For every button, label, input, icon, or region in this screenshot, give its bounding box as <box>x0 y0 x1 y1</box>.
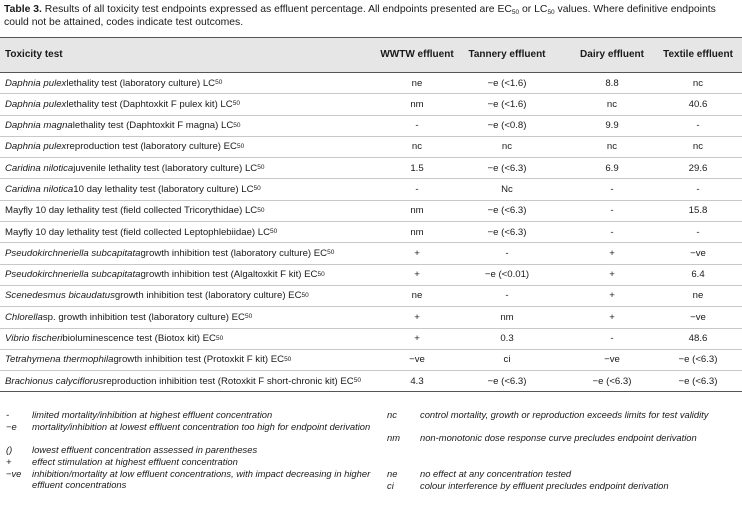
cell-textile: 40.6 <box>688 98 708 110</box>
test-description: Mayfly 10 day lethality test (field collected Leptophlebiidae) LC <box>5 226 271 238</box>
cell-dairy: - <box>610 226 614 238</box>
table-body <box>0 73 742 392</box>
cell-wwtw: −ve <box>409 354 425 366</box>
cell-toxicity-test: Mayfly 10 day lethality test (field collected Leptophlebiidae) LC 50 <box>5 226 278 238</box>
species-name: Tetrahymena thermophila <box>5 354 114 366</box>
test-description: sp. growth inhibition test (laboratory culture) EC <box>42 311 245 323</box>
table-row <box>0 286 742 307</box>
caption-sub-b: 50 <box>547 9 555 16</box>
cell-textile: 29.6 <box>688 162 708 174</box>
cell-tannery: −e (<6.3) <box>487 162 527 174</box>
table-row <box>0 371 742 392</box>
cell-textile: ne <box>692 290 704 302</box>
cell-wwtw: nm <box>410 98 424 110</box>
table-row <box>0 243 742 264</box>
legend-description: limited mortality/inhibition at highest effluent concentration <box>32 409 273 420</box>
cell-dairy: 8.8 <box>605 77 619 89</box>
test-description: lethality test (laboratory culture) LC <box>66 77 216 89</box>
cell-wwtw: + <box>414 247 420 259</box>
legend-code: + <box>6 456 12 467</box>
cell-textile: 15.8 <box>688 205 708 217</box>
caption-text-c: values. Where definitive endpoints could not be attained, codes indicate test outcomes. <box>4 4 716 28</box>
legend-code: - <box>6 409 10 420</box>
test-description: reproduction inhibition test (Rotoxkit F short-chronic kit) EC <box>103 375 354 387</box>
legend-code: ci <box>387 480 394 491</box>
species-name: Daphnia magna <box>5 120 73 132</box>
test-description: growth inhibition test (Algaltoxkit F kit) EC <box>140 269 318 281</box>
cell-tannery: −e (<6.3) <box>487 226 527 238</box>
legend-description: effect stimulation at highest effluent concentration <box>32 456 238 467</box>
cell-dairy: + <box>609 247 615 259</box>
caption-sub-a: 50 <box>511 9 520 16</box>
cell-toxicity-test: Vibrio fischeri bioluminescence test (Biotox kit) EC 50 <box>5 333 224 345</box>
cell-toxicity-test: Daphnia pulex lethality test (Daphtoxkit F pulex kit) LC 50 <box>5 98 240 110</box>
table-row <box>0 222 742 243</box>
cell-textile: 48.6 <box>688 333 708 345</box>
test-description: growth inhibition test (Protoxkit F kit) EC <box>113 354 285 366</box>
cell-tannery: −e (<0.01) <box>484 269 530 281</box>
test-description: lethality test (Daphtoxkit F pulex kit) LC <box>66 98 233 110</box>
cell-toxicity-test: Pseudokirchneriella subcapitata growth inhibition test (laboratory culture) EC 50 <box>5 247 335 259</box>
table-label: Table 3. <box>4 4 42 15</box>
species-name: Daphnia pulex <box>5 98 67 110</box>
cell-toxicity-test: Caridina nilotica 10 day lethality test (laboratory culture) LC 50 <box>5 183 261 195</box>
test-description: 10 day lethality test (laboratory culture) LC <box>73 183 254 195</box>
table-header-row <box>0 37 742 73</box>
species-name: Scenedesmus bicaudatus <box>5 290 115 302</box>
header-dairy: Dairy effluent <box>580 49 644 60</box>
test-description: growth inhibition test (laboratory culture) EC <box>114 290 302 302</box>
cell-dairy: - <box>610 183 614 195</box>
cell-wwtw: + <box>414 269 420 281</box>
species-name: Pseudokirchneriella subcapitata <box>5 269 141 281</box>
cell-dairy: −ve <box>604 354 620 366</box>
cell-tannery: ci <box>503 354 511 366</box>
species-name: Caridina nilotica <box>5 162 74 174</box>
table-row <box>0 307 742 328</box>
cell-textile: −ve <box>690 311 706 323</box>
test-description: juvenile lethality test (laboratory culture) LC <box>73 162 258 174</box>
legend-code: −e <box>6 421 17 432</box>
cell-dairy: 9.9 <box>605 120 619 132</box>
test-description: growth inhibition test (laboratory culture) EC <box>140 247 328 259</box>
cell-toxicity-test: Pseudokirchneriella subcapitata growth inhibition test (Algaltoxkit F kit) EC 50 <box>5 269 325 281</box>
cell-wwtw: - <box>415 183 419 195</box>
caption-text-a: Results of all toxicity test endpoints expressed as effluent percentage. All endpoints presented are EC <box>41 4 512 15</box>
legend-description: control mortality, growth or reproduction exceeds limits for test validity <box>420 409 709 420</box>
cell-toxicity-test: Daphnia pulex reproduction test (laboratory culture) EC 50 <box>5 141 245 153</box>
table-row <box>0 94 742 115</box>
cell-wwtw: - <box>415 120 419 132</box>
cell-textile: −ve <box>690 247 706 259</box>
test-description: lethality test (Daphtoxkit F magna) LC <box>72 120 234 132</box>
cell-wwtw: ne <box>411 290 423 302</box>
cell-tannery: −e (<6.3) <box>487 375 527 387</box>
legend-description: inhibition/mortality at low effluent concentrations, with impact decreasing in higher effluent concentrations <box>32 468 371 491</box>
cell-textile: −e (<6.3) <box>678 375 718 387</box>
header-textile: Textile effluent <box>663 49 733 60</box>
cell-textile: - <box>696 183 700 195</box>
header-toxicity-test: Toxicity test <box>5 49 63 60</box>
cell-toxicity-test: Chlorella sp. growth inhibition test (laboratory culture) EC 50 <box>5 311 253 323</box>
cell-dairy: + <box>609 290 615 302</box>
cell-tannery: - <box>505 290 509 302</box>
cell-wwtw: nc <box>411 141 423 153</box>
cell-tannery: 0.3 <box>500 333 514 345</box>
species-name: Daphnia pulex <box>5 141 67 153</box>
cell-toxicity-test: Tetrahymena thermophila growth inhibition test (Protoxkit F kit) EC 50 <box>5 354 292 366</box>
table-row <box>0 116 742 137</box>
cell-dairy: - <box>610 333 614 345</box>
cell-dairy: 6.9 <box>605 162 619 174</box>
header-wwtw: WWTW effluent <box>380 49 454 60</box>
table-caption <box>4 3 738 29</box>
cell-textile: nc <box>692 141 704 153</box>
legend-description: no effect at any concentration tested <box>420 468 572 479</box>
cell-wwtw: ne <box>411 77 423 89</box>
cell-tannery: −e (<1.6) <box>487 98 527 110</box>
cell-tannery: Nc <box>501 183 513 195</box>
cell-wwtw: 4.3 <box>410 375 424 387</box>
cell-tannery: −e (<0.8) <box>487 120 527 132</box>
cell-toxicity-test: Brachionus calyciflorus reproduction inhibition test (Rotoxkit F short-chronic kit) EC 50 <box>5 375 361 387</box>
legend-description: mortality/inhibition at lowest effluent concentration too high for endpoint derivation <box>32 421 371 432</box>
cell-wwtw: 1.5 <box>410 162 424 174</box>
test-description: Mayfly 10 day lethality test (field collected Tricorythidae) LC <box>5 205 258 217</box>
table-row <box>0 201 742 222</box>
cell-tannery: −e (<6.3) <box>487 205 527 217</box>
species-name: Brachionus calyciflorus <box>5 375 104 387</box>
legend-code: ne <box>387 468 398 479</box>
cell-tannery: nm <box>500 311 514 323</box>
test-description: bioluminescence test (Biotox kit) EC <box>62 333 216 345</box>
toxicity-table <box>0 37 742 392</box>
cell-toxicity-test: Caridina nilotica juvenile lethality test (laboratory culture) LC 50 <box>5 162 265 174</box>
cell-tannery: nc <box>501 141 513 153</box>
cell-toxicity-test: Mayfly 10 day lethality test (field collected Tricorythidae) LC 50 <box>5 205 265 217</box>
legend-description: lowest effluent concentration assessed in parentheses <box>32 444 258 455</box>
cell-dairy: + <box>609 311 615 323</box>
species-name: Daphnia pulex <box>5 77 67 89</box>
cell-textile: 6.4 <box>691 269 705 281</box>
cell-tannery: - <box>505 247 509 259</box>
cell-toxicity-test: Daphnia pulex lethality test (laboratory culture) LC 50 <box>5 77 223 89</box>
cell-dairy: + <box>609 269 615 281</box>
cell-textile: nc <box>692 77 704 89</box>
cell-toxicity-test: Daphnia magna lethality test (Daphtoxkit F magna) LC 50 <box>5 120 241 132</box>
table-row <box>0 329 742 350</box>
test-description: reproduction test (laboratory culture) EC <box>66 141 237 153</box>
cell-textile: −e (<6.3) <box>678 354 718 366</box>
table-row <box>0 158 742 179</box>
cell-tannery: −e (<1.6) <box>487 77 527 89</box>
legend-code: nm <box>387 432 401 443</box>
table-row <box>0 265 742 286</box>
table-row <box>0 73 742 94</box>
legend-code: nc <box>387 409 397 420</box>
species-name: Vibrio fischeri <box>5 333 63 345</box>
species-name: Caridina nilotica <box>5 183 74 195</box>
cell-textile: - <box>696 226 700 238</box>
cell-dairy: −e (<6.3) <box>592 375 632 387</box>
caption-text-b: or LC <box>519 4 548 15</box>
legend-code: −ve <box>6 468 22 479</box>
table-row <box>0 137 742 158</box>
cell-toxicity-test: Scenedesmus bicaudatus growth inhibition test (laboratory culture) EC 50 <box>5 290 309 302</box>
cell-wwtw: + <box>414 333 420 345</box>
cell-dairy: nc <box>606 141 618 153</box>
cell-wwtw: + <box>414 311 420 323</box>
header-tannery: Tannery effluent <box>468 49 546 60</box>
cell-dairy: nc <box>606 98 618 110</box>
cell-dairy: - <box>610 205 614 217</box>
legend-description: colour interference by effluent precludes endpoint derivation <box>420 480 669 491</box>
legend-code: () <box>6 444 13 455</box>
species-name: Pseudokirchneriella subcapitata <box>5 247 141 259</box>
cell-wwtw: nm <box>410 226 424 238</box>
cell-wwtw: nm <box>410 205 424 217</box>
table-row <box>0 350 742 371</box>
legend-description: non-monotonic dose response curve precludes endpoint derivation <box>420 432 697 443</box>
table-row <box>0 179 742 200</box>
cell-textile: - <box>696 120 700 132</box>
species-name: Chlorella <box>5 311 43 323</box>
